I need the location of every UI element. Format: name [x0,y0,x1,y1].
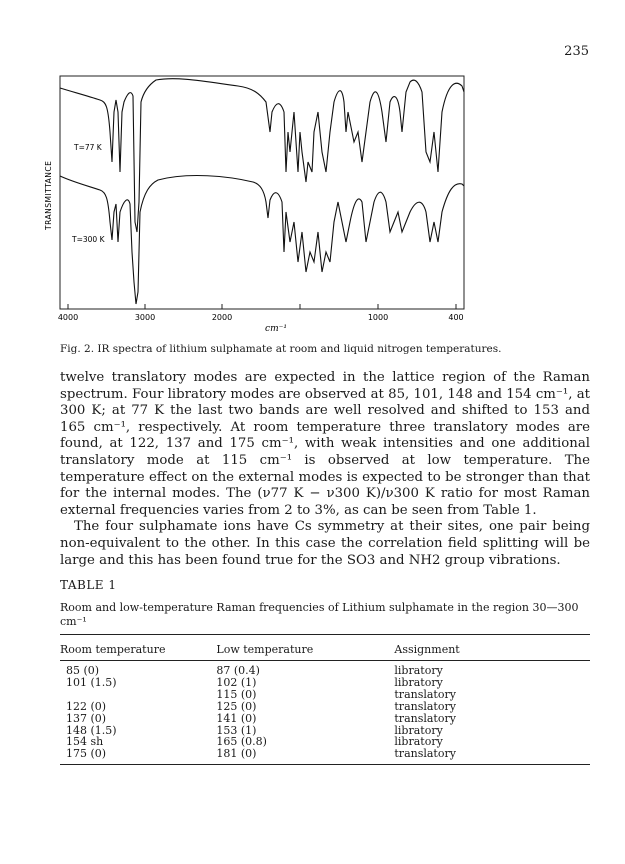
trace-label-300k: T=300 K [72,235,105,244]
x-tick-2000: 2000 [211,313,233,322]
cell-room: 137 (0) [66,711,107,725]
table-row [60,661,590,677]
paragraph-2: The four sulphamate ions have Cs symmetry at their sites, one pair being non-equivalent to the other. In this case the correlation field splitting will be large and this has been found true for the SO3 and NH2 group vibrations. [60,519,590,568]
cell-assignment: translatory [394,711,456,725]
raman-frequency-table [60,634,590,765]
cell-assignment: libratory [394,664,443,677]
cell-room: 101 (1.5) [66,675,117,689]
cell-assignment: translatory [394,699,456,713]
x-tick-400: 400 [448,313,464,322]
x-tick-4000: 4000 [57,313,79,322]
cell-low: 125 (0) [216,699,257,713]
paragraph-1: twelve translatory modes are expected in the lattice region of the Raman spectrum. Four libratory modes are observed at 85, 101, 148 and 154 cm⁻¹, at 300 K; at 77 K the last two bands are well resolved and shifted to 153 and 165 cm⁻¹, respectively. At room temperature three translatory modes are found, at 122, 137 and 175 cm⁻¹, with weak intensities and one additional translatory mode at 115 cm⁻¹ is observed at low temperature. The temperature effect on the external modes is expected to be stronger than that for the internal modes. The (ν77 K − ν300 K)/ν300 K ratio for most Raman external frequencies varies from 2 to 3%, as can be seen from Table 1. [60,370,590,518]
cell-assignment: libratory [394,735,443,749]
table-row [60,736,590,748]
ir-spectrum-figure [38,72,468,337]
table-label: TABLE 1 [60,578,117,592]
table-row [60,701,590,713]
trace-label-77k: T=77 K [74,143,102,152]
cell-assignment: libratory [394,675,443,689]
table-row [60,689,590,701]
plot-frame [60,76,464,309]
page-number: 235 [564,44,589,59]
header-room-temperature: Room temperature [60,635,216,661]
header-assignment: Assignment [394,635,590,661]
cell-low: 153 (1) [216,723,257,737]
x-tick-3000: 3000 [134,313,156,322]
cell-low: 141 (0) [216,711,257,725]
cell-low: 102 (1) [216,675,257,689]
cell-low: 165 (0.8) [216,735,267,749]
cell-room: 148 (1.5) [66,723,117,737]
cell-room [60,689,216,701]
table-row [60,677,590,689]
table-row [60,713,590,725]
cell-room: 175 (0) [60,748,216,764]
ir-spectrum-plot [38,72,468,337]
cell-assignment: translatory [394,748,590,764]
cell-room: 85 (0) [66,664,100,677]
body-text [60,370,590,569]
spectrum-trace-300k [60,176,464,304]
table-row [60,725,590,737]
cell-low: 115 (0) [216,687,257,701]
cell-room: 154 sh [66,735,104,749]
cell-low: 181 (0) [216,748,394,764]
cell-assignment: libratory [394,723,443,737]
cell-room: 122 (0) [66,699,107,713]
header-low-temperature: Low temperature [216,635,394,661]
table-row [60,748,590,764]
table-header-row [60,635,590,661]
cell-assignment: translatory [394,687,456,701]
x-axis-label: cm⁻¹ [265,324,287,334]
figure-caption: Fig. 2. IR spectra of lithium sulphamate at room and liquid nitrogen temperatures. [60,343,502,355]
cell-low: 87 (0.4) [216,664,260,677]
x-axis-ticks [68,304,456,309]
table-caption: Room and low-temperature Raman frequencies of Lithium sulphamate in the region 30—300 cm⁻¹ [60,601,579,628]
x-tick-1000: 1000 [367,313,389,322]
y-axis-label: TRANSMITTANCE [44,160,53,230]
